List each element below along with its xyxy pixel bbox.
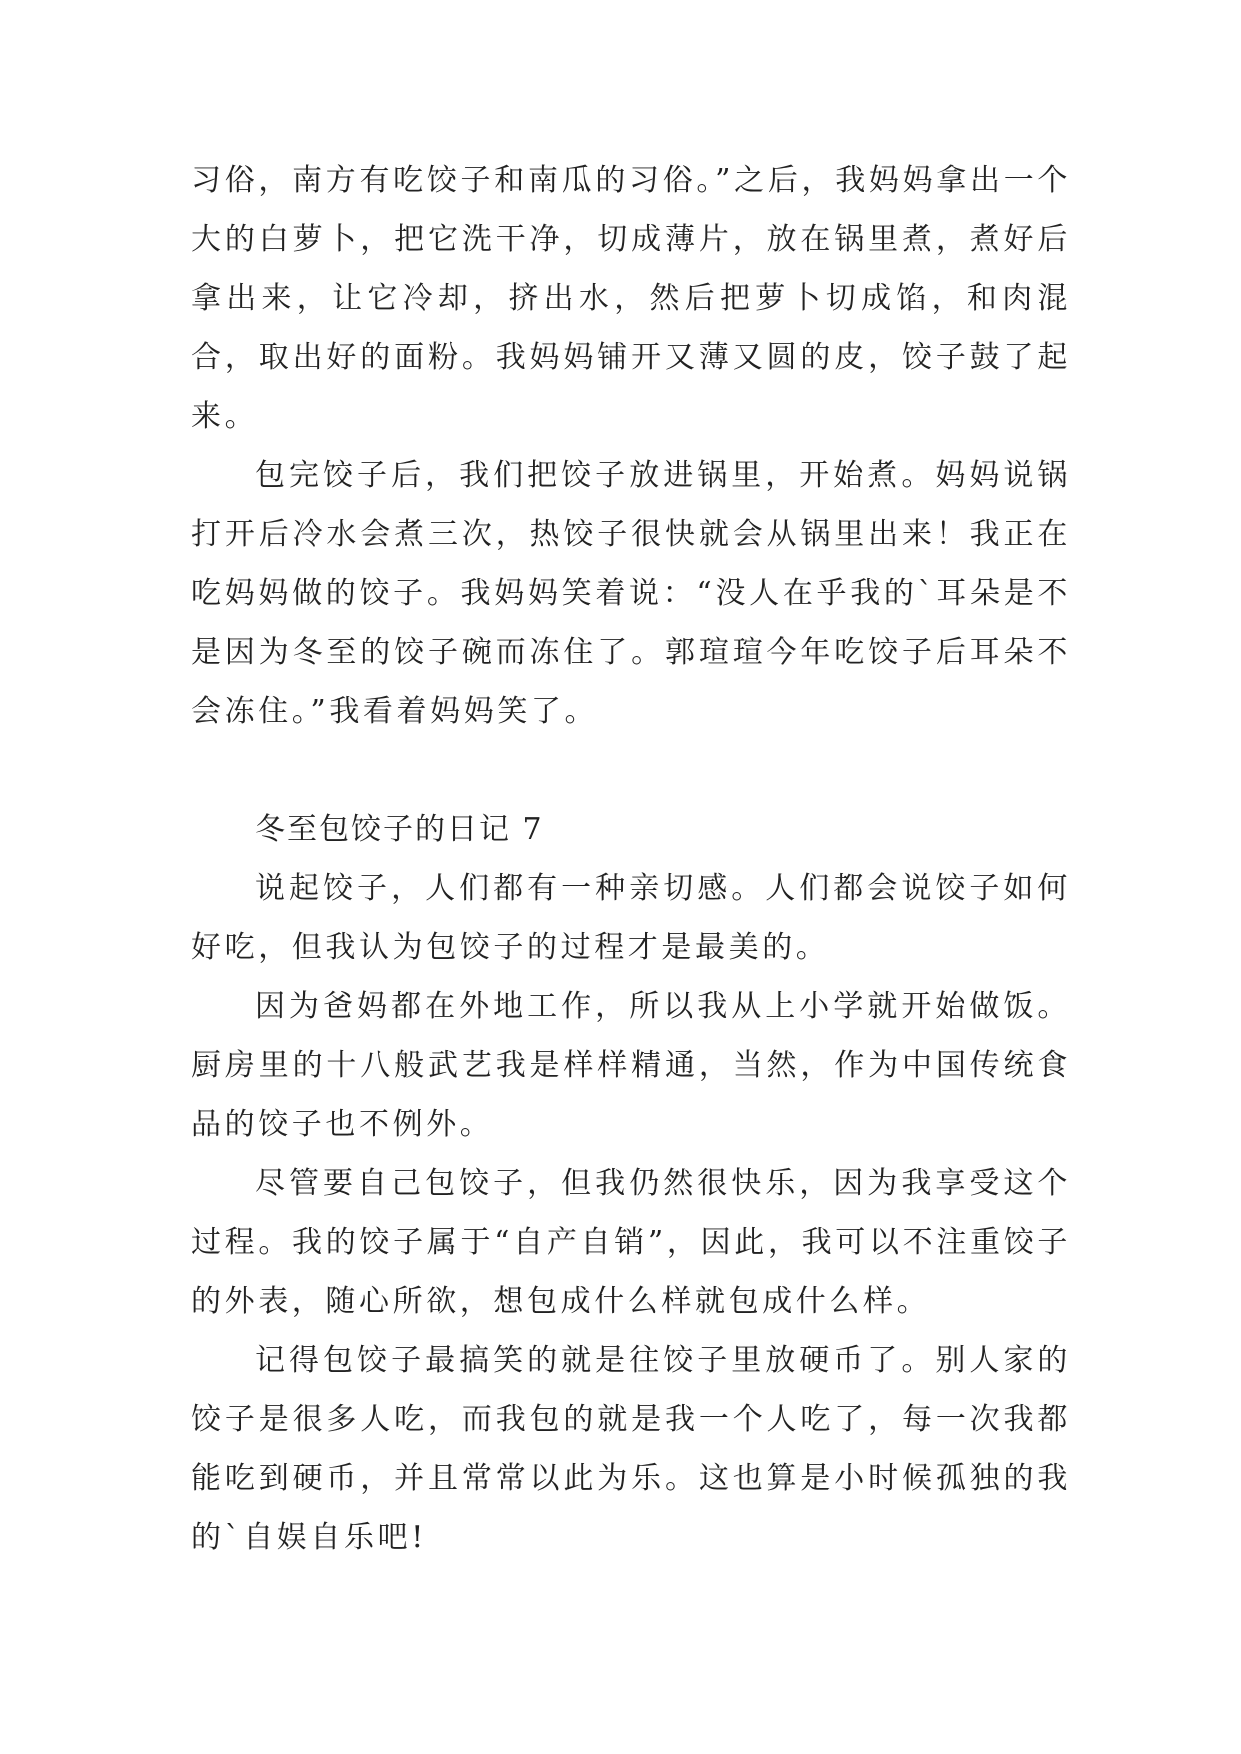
paragraph-4: 因为爸妈都在外地工作，所以我从上小学就开始做饭。厨房里的十八般武艺我是样样精通，当然，作为中国传统食品的饺子也不例外。 bbox=[191, 989, 1071, 1142]
paragraph-1: 习俗，南方有吃饺子和南瓜的习俗。”之后，我妈妈拿出一个大的白萝卜，把它洗干净，切成薄片，放在锅里煮，煮好后拿出来，让它冷却，挤出水，然后把萝卜切成馅，和肉混合，取出好的面粉。我妈妈铺开又薄又圆的皮，饺子鼓了起来。 bbox=[191, 163, 1071, 434]
paragraph-3: 说起饺子，人们都有一种亲切感。人们都会说饺子如何好吃，但我认为包饺子的过程才是最美的。 bbox=[191, 871, 1071, 965]
paragraph-6: 记得包饺子最搞笑的就是往饺子里放硬币了。别人家的饺子是很多人吃，而我包的就是我一个人吃了，每一次我都能吃到硬币，并且常常以此为乐。这也算是小时候孤独的我的`自娱自乐吧! bbox=[191, 1343, 1071, 1555]
paragraph-2: 包完饺子后，我们把饺子放进锅里，开始煮。妈妈说锅打开后冷水会煮三次，热饺子很快就会从锅里出来！我正在吃妈妈做的饺子。我妈妈笑着说：“没人在乎我的`耳朵是不是因为冬至的饺子碗而冻住了。郭瑄瑄今年吃饺子后耳朵不会冻住。”我看着妈妈笑了。 bbox=[191, 458, 1071, 729]
document-body bbox=[191, 151, 1071, 1567]
paragraph-5: 尽管要自己包饺子，但我仍然很快乐，因为我享受这个过程。我的饺子属于“自产自销”，因此，我可以不注重饺子的外表，随心所欲，想包成什么样就包成什么样。 bbox=[191, 1166, 1071, 1319]
section-heading: 冬至包饺子的日记 7 bbox=[255, 812, 544, 847]
blank-line bbox=[191, 741, 1071, 800]
